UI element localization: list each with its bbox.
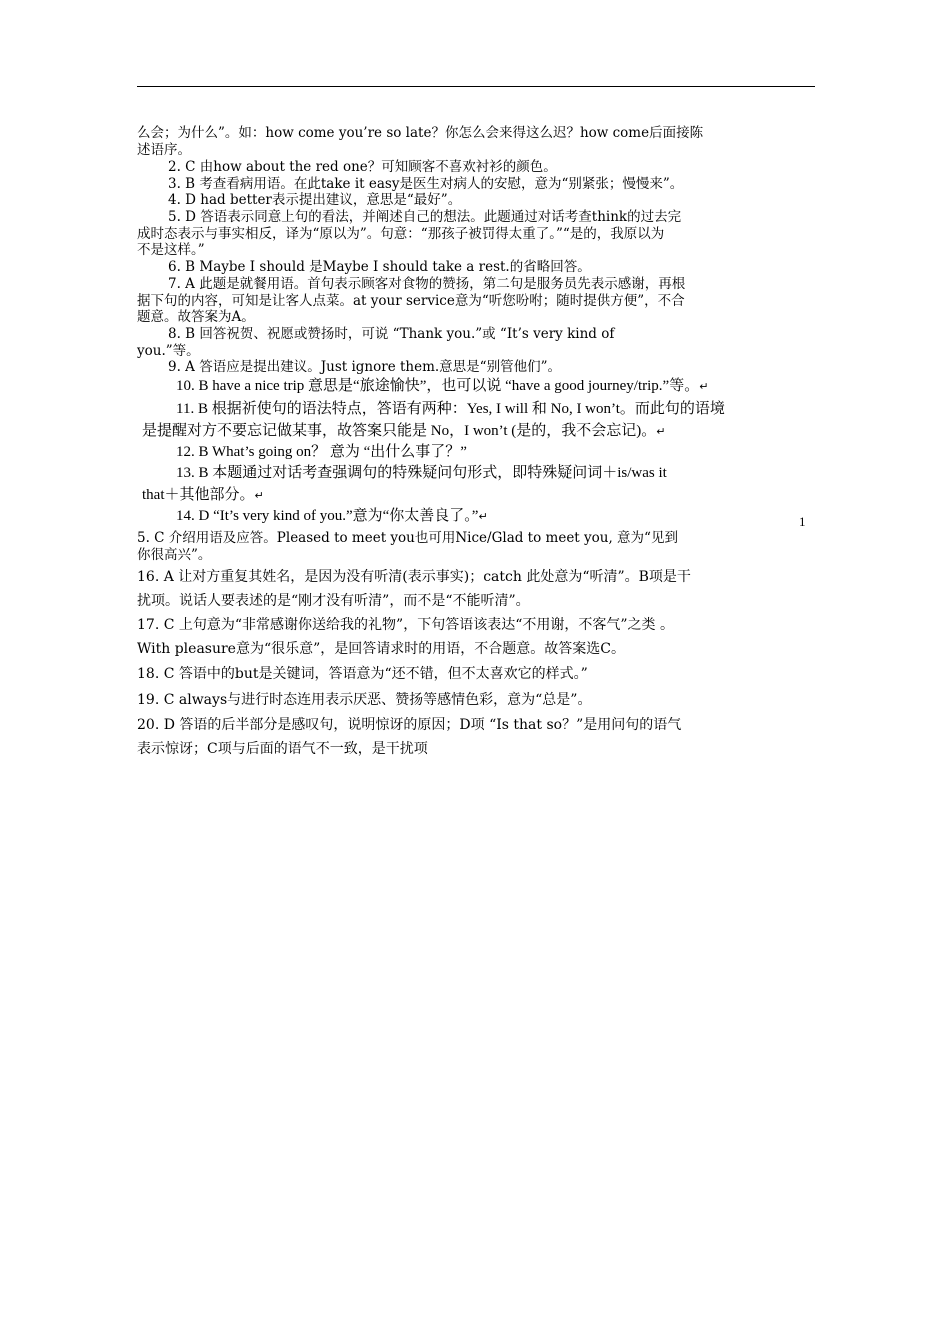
answer-line: 3. B 考查看病用语。在此take it easy是医生对病人的安慰，意为“别紧张；慢慢来”。 <box>168 176 684 192</box>
answer-line: 13. B 本题通过对话考查强调句的特殊疑问句形式，即特殊疑问词＋is/was it <box>176 465 667 481</box>
answer-line: 5. C 介绍用语及应答。Pleased to meet you也可用Nice/Glad to meet you, 意为“见到 <box>137 530 678 546</box>
answer-line: 4. D had better表示提出建议，意思是“最好”。 <box>168 192 462 208</box>
answer-line: 7. A 此题是就餐用语。首句表示顾客对食物的赞扬，第二句是服务员先表示感谢，再根 <box>168 276 686 292</box>
answer-line: 17. C 上句意为“非常感谢你送给我的礼物”，下句答语该表达“不用谢，不客气”之类 。 <box>137 617 674 633</box>
answer-line: 9. A 答语应是提出建议。Just ignore them.意思是“别管他们”。 <box>168 359 561 375</box>
return-mark: ↵ <box>254 489 264 502</box>
answer-text: 14. D “It’s very kind of you.”意为“你太善良了。” <box>176 508 479 524</box>
answer-line: 18. C 答语中的but是关键词，答语意为“还不错，但不太喜欢它的样式。” <box>137 666 588 682</box>
answer-line <box>176 508 856 525</box>
answer-line: 么会；为什么”。如：how come you’re so late？你怎么会来得这么迟？how come后面接陈 <box>137 125 704 141</box>
answer-line: 你很高兴”。 <box>137 547 212 563</box>
answer-text: 是提醒对方不要忘记做某事，故答案只能是 No，I won’t (是的，我不会忘记)。 <box>142 423 657 439</box>
answer-line: 扰项。说话人要表述的是“刚才没有听清”，而不是“不能听清”。 <box>137 593 530 609</box>
answer-line <box>142 423 822 440</box>
answer-text: 10. B have a nice trip 意思是“旅途愉快”，也可以说 “have a good journey/trip.”等。 <box>176 378 700 394</box>
return-mark: ↵ <box>699 380 709 393</box>
answer-line: 11. B 根据祈使句的语法特点，答语有两种：Yes, I will 和 No, I won’t。而此句的语境 <box>176 401 725 417</box>
page-number: 1 <box>799 514 806 529</box>
header-rule <box>137 86 815 87</box>
answer-line: 2. C 由how about the red one？可知顾客不喜欢衬衫的颜色。 <box>168 159 557 175</box>
answer-line: you.”等。 <box>137 343 200 359</box>
answer-line <box>176 378 856 395</box>
answer-line: 6. B Maybe I should 是Maybe I should take a rest.的省略回答。 <box>168 259 591 275</box>
answer-line: 表示惊讶；C项与后面的语气不一致，是干扰项 <box>137 741 428 757</box>
answer-line: 述语序。 <box>137 142 191 158</box>
answer-line: 成时态表示与事实相反，译为“原以为”。句意：“那孩子被罚得太重了。”“是的，我原以为 <box>137 226 665 242</box>
answer-line: 12. B What’s going on？ 意为 “出什么事了？” <box>176 444 467 460</box>
return-mark: ↵ <box>656 425 666 438</box>
answer-line: 不是这样。” <box>137 242 205 258</box>
answer-line: 16. A 让对方重复其姓名，是因为没有听清(表示事实)；catch 此处意为“听清”。B项是干 <box>137 569 691 585</box>
answer-line: With pleasure意为“很乐意”，是回答请求时的用语，不合题意。故答案选C。 <box>137 641 625 657</box>
answer-line: 19. C always与进行时态连用表示厌恶、赞扬等感情色彩，意为“总是”。 <box>137 692 592 708</box>
answer-line: 5. D 答语表示同意上句的看法，并阐述自己的想法。此题通过对话考查think的过去完 <box>168 209 682 225</box>
answer-line: 20. D 答语的后半部分是感叹句，说明惊讶的原因；D项 “Is that so？”是用问句的语气 <box>137 717 682 733</box>
answer-text: that＋其他部分。 <box>142 487 255 503</box>
answer-line: 8. B 回答祝贺、祝愿或赞扬时，可说 “Thank you.”或 “It’s very kind of <box>168 326 615 342</box>
answer-line: 据下句的内容，可知是让客人点菜。at your service意为“听您吩咐；随时提供方便”，不合 <box>137 293 685 309</box>
answer-line <box>142 487 822 504</box>
answer-line: 题意。故答案为A。 <box>137 309 255 325</box>
return-mark: ↵ <box>478 510 488 523</box>
